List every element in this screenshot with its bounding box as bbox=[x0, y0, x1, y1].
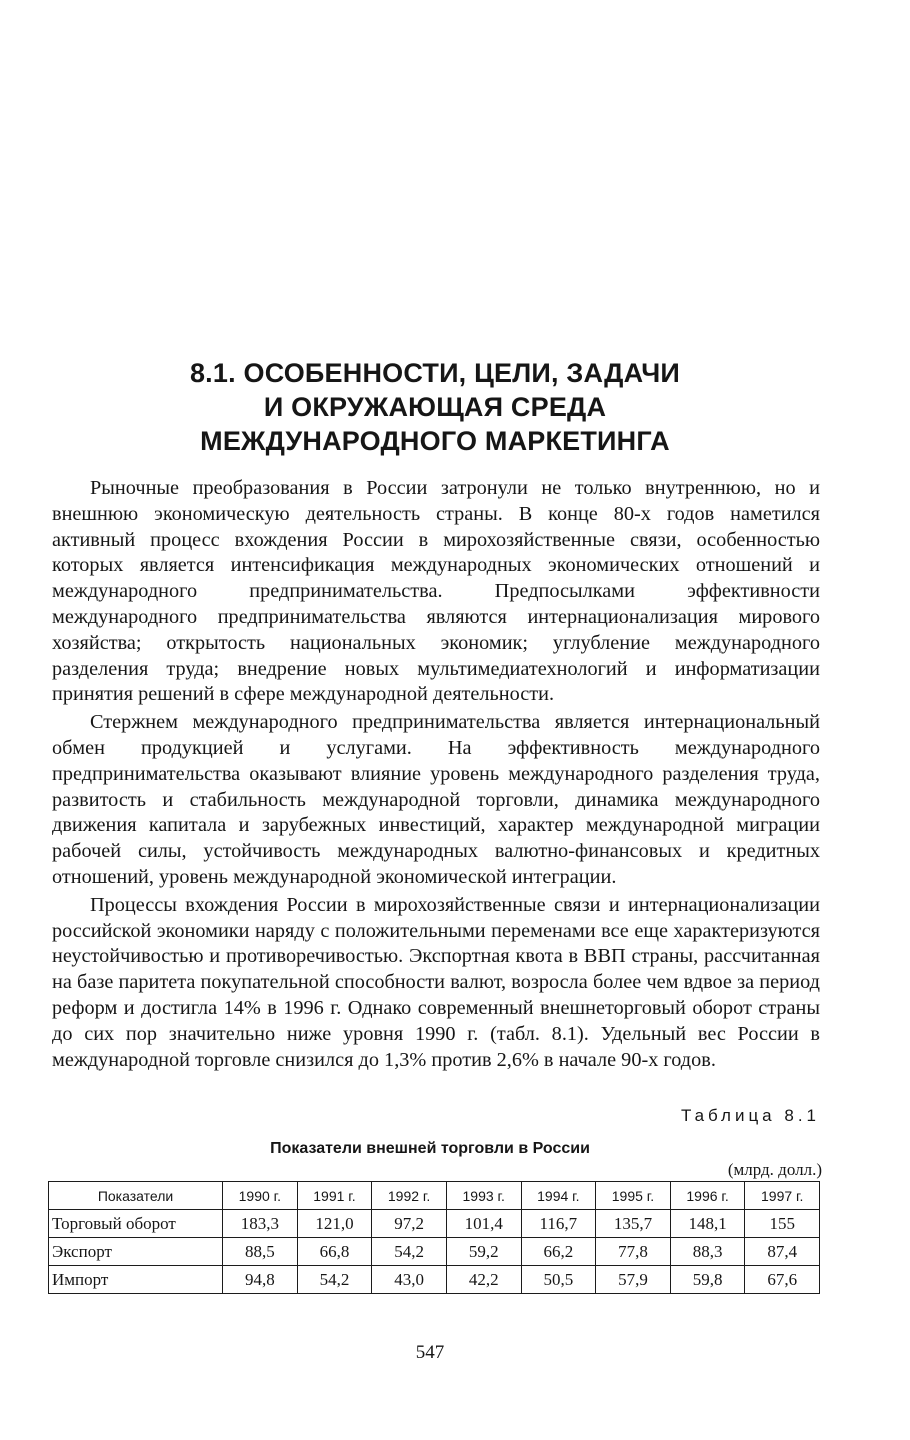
table-cell: 121,0 bbox=[297, 1210, 372, 1238]
table-cell: 43,0 bbox=[372, 1266, 447, 1294]
table-row bbox=[49, 1238, 820, 1266]
table-cell: 42,2 bbox=[446, 1266, 521, 1294]
table-cell: 94,8 bbox=[223, 1266, 298, 1294]
body-text bbox=[52, 476, 820, 1075]
table-cell: 87,4 bbox=[745, 1238, 820, 1266]
table-cell: 59,8 bbox=[670, 1266, 745, 1294]
header-year: 1990 г. bbox=[223, 1182, 298, 1210]
header-year: 1994 г. bbox=[521, 1182, 596, 1210]
header-year: 1991 г. bbox=[297, 1182, 372, 1210]
table-cell: 54,2 bbox=[372, 1238, 447, 1266]
header-year: 1993 г. bbox=[446, 1182, 521, 1210]
table-row bbox=[49, 1266, 820, 1294]
section-heading bbox=[90, 356, 780, 458]
table-title: Показатели внешней торговли в России bbox=[270, 1140, 590, 1157]
table-cell: 67,6 bbox=[745, 1266, 820, 1294]
heading-line-3: МЕЖДУНАРОДНОГО МАРКЕТИНГА bbox=[200, 426, 670, 456]
table-unit: (млрд. долл.) bbox=[727, 1160, 822, 1179]
row-label: Экспорт bbox=[49, 1238, 223, 1266]
header-year: 1992 г. bbox=[372, 1182, 447, 1210]
heading-line-1: 8.1. ОСОБЕННОСТИ, ЦЕЛИ, ЗАДАЧИ bbox=[189, 358, 681, 388]
heading-line-2: И ОКРУЖАЮЩАЯ СРЕДА bbox=[263, 392, 607, 422]
table-cell: 59,2 bbox=[446, 1238, 521, 1266]
table-cell: 183,3 bbox=[223, 1210, 298, 1238]
table-header-row bbox=[49, 1182, 820, 1210]
trade-table bbox=[48, 1181, 820, 1294]
table-row bbox=[49, 1210, 820, 1238]
header-year: 1997 г. bbox=[745, 1182, 820, 1210]
row-label: Импорт bbox=[49, 1266, 223, 1294]
header-year: 1996 г. bbox=[670, 1182, 745, 1210]
paragraph-3: Процессы вхождения России в мирохозяйственные связи и интернационализации российской экономики наряду с положительными переменами все еще характеризуются неустойчивостью и противоречивостью. Экспортная квота в ВВП страны, рассчитанная на базе паритета покупательной способности валют, возросла более чем вдвое за период реформ и достигла 14% в 1996 г. Однако современный внешнеторговый оборот страны до сих пор значительно ниже уровня 1990 г. (табл. 8.1). Удельный вес России в международной торговле снизился до 1,3% против 2,6% в начале 90-х годов. bbox=[52, 893, 820, 1071]
table-label: Таблица 8.1 bbox=[680, 1106, 820, 1125]
paragraph-2: Стержнем международного предпринимательства является интернациональный обмен продукцией и услугами. На эффективность международного предпринимательства оказывают влияние уровень международного разделения труда, развитость и стабильность международной торговли, динамика международного движения капитала и зарубежных инвестиций, характер международной миграции рабочей силы, устойчивость международных валютно-финансовых и кредитных отношений, уровень международной экономической интеграции. bbox=[52, 711, 820, 888]
header-indicator: Показатели bbox=[49, 1182, 223, 1210]
table-cell: 66,2 bbox=[521, 1238, 596, 1266]
table-cell: 148,1 bbox=[670, 1210, 745, 1238]
table-cell: 88,3 bbox=[670, 1238, 745, 1266]
table-cell: 97,2 bbox=[372, 1210, 447, 1238]
table-cell: 66,8 bbox=[297, 1238, 372, 1266]
table-cell: 88,5 bbox=[223, 1238, 298, 1266]
table-cell: 77,8 bbox=[596, 1238, 671, 1266]
table-cell: 101,4 bbox=[446, 1210, 521, 1238]
header-year: 1995 г. bbox=[596, 1182, 671, 1210]
table-cell: 50,5 bbox=[521, 1266, 596, 1294]
table-cell: 54,2 bbox=[297, 1266, 372, 1294]
table-cell: 57,9 bbox=[596, 1266, 671, 1294]
table-cell: 135,7 bbox=[596, 1210, 671, 1238]
page-number: 547 bbox=[415, 1342, 445, 1363]
row-label: Торговый оборот bbox=[49, 1210, 223, 1238]
table-cell: 155 bbox=[745, 1210, 820, 1238]
table-cell: 116,7 bbox=[521, 1210, 596, 1238]
paragraph-1: Рыночные преобразования в России затронули не только внутреннюю, но и внешнюю экономическую деятельность страны. В конце 80-х годов наметился активный процесс вхождения России в мирохозяйственные связи, особенностью которых является интенсификация международных экономических отношений и международного предпринимательства. Предпосылками эффективности международного предпринимательства являются интернационализация мирового хозяйства; открытость национальных экономик; углубление международного разделения труда; внедрение новых мультимедиатехнологий и информатизации принятия решений в сфере международной деятельности. bbox=[52, 477, 820, 706]
